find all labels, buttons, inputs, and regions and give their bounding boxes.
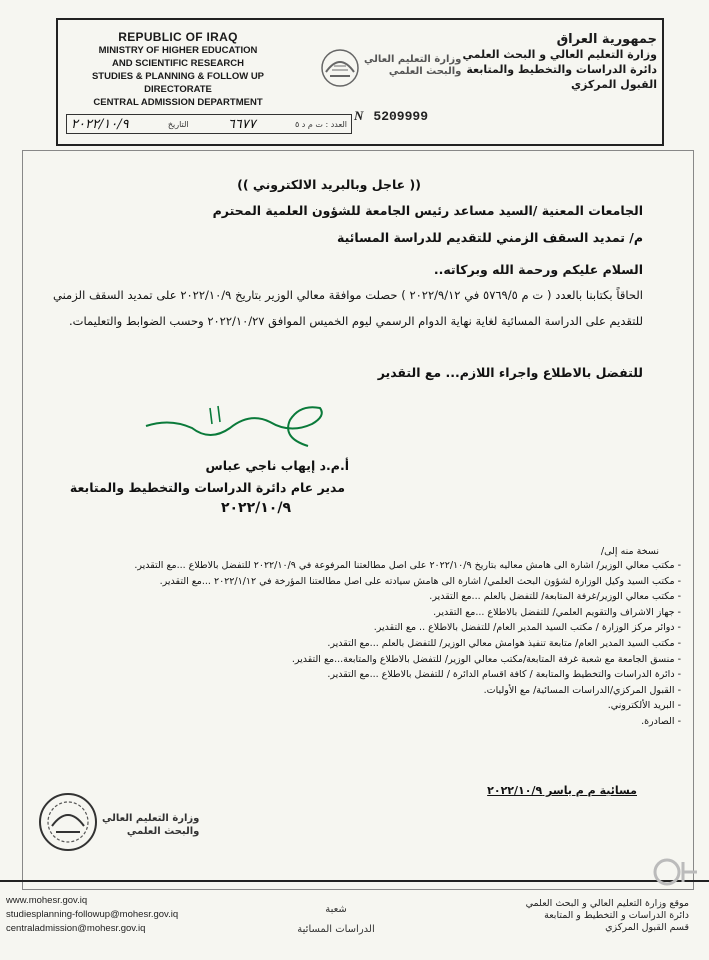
reference-stamp: مسائية م م ياسر ٢٠٢٢/١٠/٩: [487, 784, 637, 797]
ministry-name-en-2: AND SCIENTIFIC RESEARCH: [112, 58, 244, 69]
cc-title: نسخة منه إلى/: [600, 546, 659, 557]
reference-number-box: [66, 114, 352, 134]
ref-number-handwritten: ٦٦٧٧: [227, 116, 256, 132]
urgent-notice: (( عاجل وبالبريد الالكتروني )): [237, 177, 421, 192]
cc-item: - البريد الألكتروني.: [607, 700, 681, 712]
signature-date: ٢٠٢٢/١٠/٩: [220, 500, 291, 516]
cc-item: - مكتب معالي الوزير/غرفة المتابعة/ للتفضل بالعلم ...مع التقدير.: [429, 591, 681, 603]
footer-divider: [0, 880, 709, 882]
footer-email-1: studiesplanning-followup@mohesr.gov.iq: [6, 909, 179, 920]
footer-ar-line-1: موقع وزارة التعليم العالي و البحث العلمي: [525, 898, 689, 909]
footer-ar-line-2: دائرة الدراسات و التخطيط و المتابعة: [544, 910, 689, 921]
directorate-name-en: STUDIES & PLANNING & FOLLOW UP DIRECTORATE: [91, 71, 265, 95]
cc-item: - مكتب السيد وكيل الوزارة لشؤون البحث العلمي/ اشارة الى هامش سيادته على اصل مطالعتنا المؤرخة في ٢٠٢٢/١/١٢ ...مع التقدير.: [159, 575, 681, 587]
footer-website: www.mohesr.gov.iq: [6, 895, 88, 906]
cc-list: [41, 558, 681, 730]
ref-date-handwritten: ٢٠٢٢/١٠/٩: [71, 116, 129, 132]
footer-ar-line-3: قسم القبول المركزي: [605, 922, 689, 933]
country-name-en: REPUBLIC OF IRAQ: [118, 30, 238, 44]
cc-item: - مكتب السيد المدير العام/ متابعة تنفيذ هوامش معالي الوزير/ للتفضل بالعلم ...مع التقدير.: [327, 637, 681, 649]
handwritten-signature: [140, 398, 340, 458]
logo-text-line-1: وزارة التعليم العالي: [364, 54, 462, 65]
signer-name: أ.م.د إيهاب ناجي عباس: [205, 458, 349, 473]
footer-section-stamp: [266, 900, 406, 940]
signer-title: مدير عام دائرة الدراسات والتخطيط والمتابعة: [69, 480, 345, 495]
footer-arabic: [489, 898, 689, 934]
closing-line: للتفضل بالاطلاع واجراء اللازم... مع التقدير: [377, 365, 643, 380]
greeting: السلام عليكم ورحمة الله وبركاته..: [433, 262, 643, 277]
department-name-ar: القبول المركزي: [570, 78, 657, 91]
footer-section-line-2: الدراسات المسائية: [297, 924, 375, 935]
footer-email-2: centraladmission@mohesr.gov.iq: [6, 923, 146, 934]
ministry-seal-icon: [36, 790, 100, 854]
bottom-logo-line-2: والبحث العلمي: [126, 826, 200, 837]
letterhead-arabic: [437, 32, 657, 92]
addressee: الجامعات المعنية /السيد مساعد رئيس الجامعة للشؤون العلمية المحترم: [212, 203, 643, 218]
cc-item: - الصادرة.: [641, 715, 681, 727]
ministry-logo-text: [364, 54, 461, 78]
cc-item: - جهاز الاشراف والتقويم العلمي/ للتفضل بالاطلاع ...مع التقدير.: [433, 606, 681, 618]
cc-item: - دائرة الدراسات والتخطيط والمتابعة / كافة اقسام الدائرة / للتفضل بالاطلاع ...مع التقدير.: [327, 669, 681, 681]
ministry-logo-icon: [318, 46, 362, 90]
letterhead-english: [58, 30, 298, 109]
serial-prefix: N: [354, 108, 364, 123]
subject-line: م/ تمديد السقف الزمني للتقديم للدراسة المسائية: [337, 230, 643, 245]
directorate-name-ar: دائرة الدراسات والتخطيط والمتابعة: [466, 63, 657, 76]
ref-date-label: التاريخ: [167, 119, 189, 129]
ref-number-label: العدد : ت م د ٥: [294, 119, 347, 129]
ministry-name-en-1: MINISTRY OF HIGHER EDUCATION: [98, 45, 258, 56]
serial-value: 5209999: [373, 109, 428, 124]
footer-section-line-1: شعبة: [325, 904, 347, 915]
letter-paragraph: الحاقاً بكتابنا بالعدد ( ت م ٥٧٦٩/٥ في ٢٠٢٢/٩/١٢ ) حصلت موافقة معالي الوزير بتاريخ ٢٠٢٢/١٠/٩ على تمديد السقف الزمني للتقديم على الدراسة المسائية لغاية نهاية الدوام الرسمي ليوم الخميس الموافق ٢٠٢٢/١٠/٢٧ وحسب الضوابط والتعليمات.: [53, 288, 643, 328]
cc-item: - منسق الجامعة مع شعبة غرفة المتابعة/مكتب معالي الوزير/ للتفضل بالاطلاع والمتابعة...مع التقدير.: [291, 653, 681, 665]
cc-item: - القبول المركزي/الدراسات المسائية/ مع الأوليات.: [483, 684, 681, 696]
footer-contacts: [6, 894, 178, 936]
serial-number: [354, 108, 428, 124]
watermark-icon: [649, 852, 705, 892]
country-name-ar: جمهورية العراق: [556, 32, 657, 47]
cc-item: - دوائر مركز الوزارة / مكتب السيد المدير العام/ للتفضل بالاطلاع .. مع التقدير.: [373, 622, 681, 634]
bottom-logo-line-1: وزارة التعليم العالي: [102, 813, 200, 824]
department-name-en: CENTRAL ADMISSION DEPARTMENT: [93, 97, 263, 108]
logo-text-line-2: والبحث العلمي: [388, 66, 462, 77]
letter-body-frame: [22, 150, 694, 890]
cc-item: - مكتب معالي الوزير/ اشارة الى هامش معاليه بتاريخ ٢٠٢٢/١٠/٩ على اصل مطالعتنا المرفوعة في ٢٠٢٢/١٠/٩ للتفضل بالاطلاع ...مع التقدير.: [134, 560, 681, 571]
bottom-logo-text: [102, 812, 199, 838]
ministry-name-ar: وزارة التعليم العالي و البحث العلمي: [462, 48, 657, 61]
